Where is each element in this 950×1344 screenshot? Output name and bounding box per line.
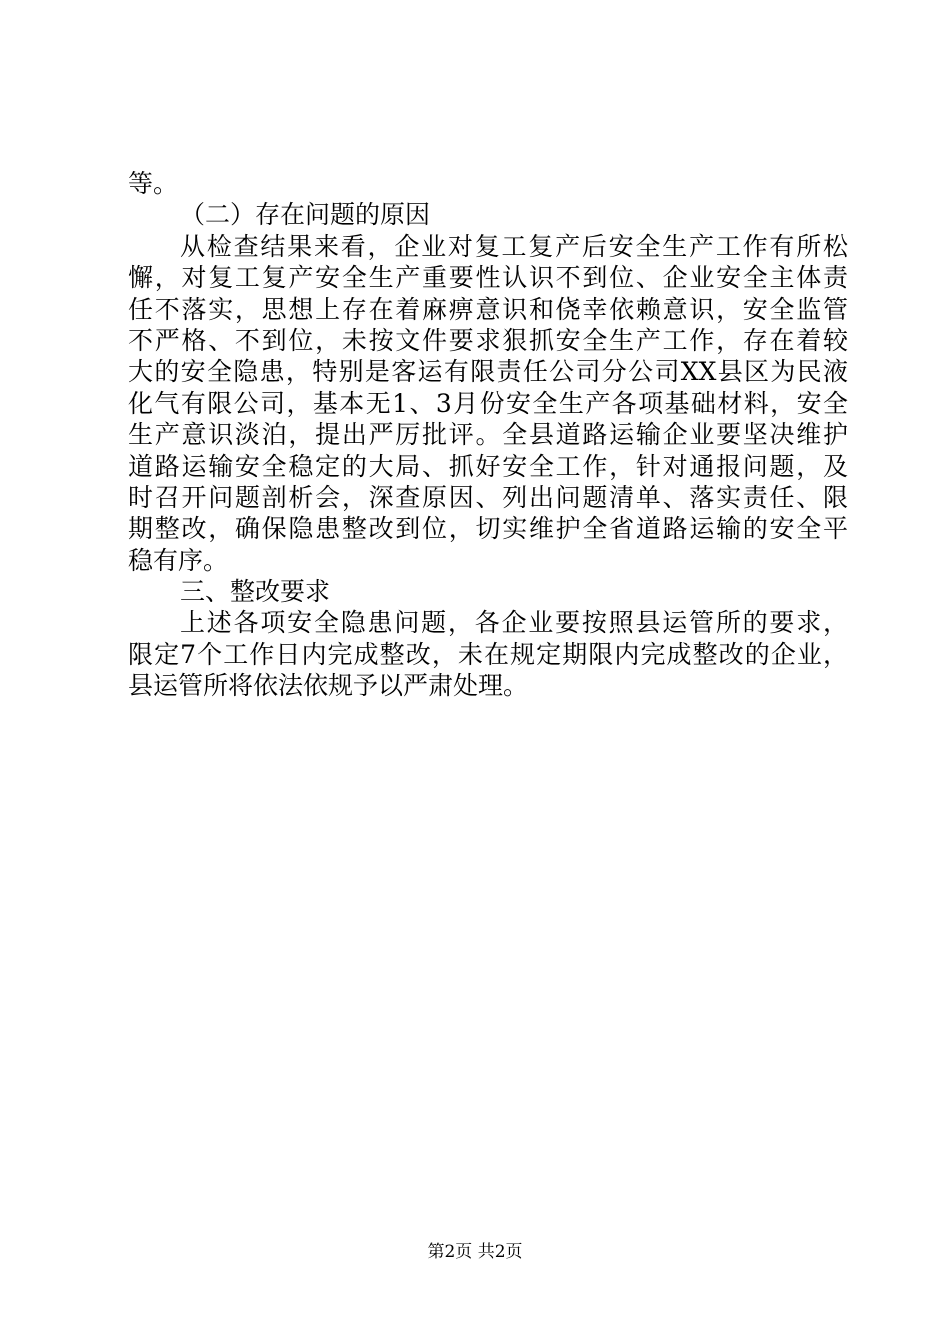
section-heading-rectification: 三、整改要求 [180, 577, 331, 607]
paragraph-causes [128, 231, 848, 576]
paragraph-line: 任不落实，思想上存在着麻痹意识和侥幸依赖意识，安全监管 [128, 294, 848, 324]
paragraph-line: 上述各项安全隐患问题，各企业要按照县运管所的要求， [180, 608, 848, 638]
paragraph-line: 时召开问题剖析会，深查原因、列出问题清单、落实责任、限 [128, 482, 848, 512]
paragraph-line: 县运管所将依法依规予以严肃处理。 [128, 671, 529, 701]
paragraph-line: 从检查结果来看，企业对复工复产后安全生产工作有所松 [180, 231, 848, 261]
paragraph-line: 懈，对复工复产安全生产重要性认识不到位、企业安全主体责 [128, 263, 848, 293]
paragraph-line: 生产意识淡泊，提出严厉批评。全县道路运输企业要坚决维护 [128, 420, 848, 450]
paragraph-line: 稳有序。 [128, 545, 229, 575]
section-heading-causes: （二）存在问题的原因 [180, 200, 431, 230]
page-number-footer: 第2页 共2页 [427, 1242, 523, 1262]
paragraph-line: 期整改，确保隐患整改到位，切实维护全省道路运输的安全平 [128, 514, 848, 544]
paragraph-line: 道路运输安全稳定的大局、抓好安全工作，针对通报问题，及 [128, 451, 848, 481]
document-body [128, 168, 848, 702]
paragraph-line: 化气有限公司，基本无1、3月份安全生产各项基础材料，安全 [128, 388, 848, 418]
paragraph-line: 大的安全隐患，特别是客运有限责任公司分公司XX县区为民液 [128, 357, 848, 387]
paragraph-line: 不严格、不到位，未按文件要求狠抓安全生产工作，存在着较 [128, 325, 848, 355]
paragraph-line: 限定7个工作日内完成整改，未在规定期限内完成整改的企业， [128, 639, 848, 669]
paragraph-rectification [128, 607, 848, 701]
text-line: 等。 [128, 169, 179, 198]
